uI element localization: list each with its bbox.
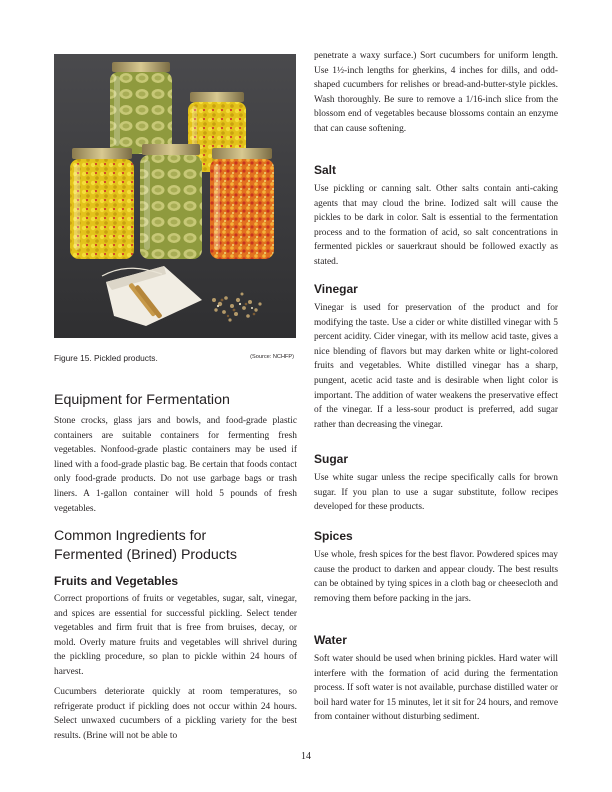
fruits-vegetables-heading: Fruits and Vegetables bbox=[54, 574, 179, 588]
equipment-heading: Equipment for Fermentation bbox=[54, 392, 230, 408]
water-paragraph: Soft water should be used when brining pickles. Hard water will interfere with the formation of acid during the fermentation process. If soft water is not available, purchase distilled water or boil hard water for 15 minutes, let it sit for 24 hours, and remove from container without disturbing sediment. bbox=[314, 654, 558, 723]
sugar-heading: Sugar bbox=[314, 452, 349, 466]
cucumber-continuation-paragraph: penetrate a waxy surface.) Sort cucumbers for uniform length. Use 1½-inch lengths for gherkins, 4 inches for dills, and odd-shaped cucumbers for relishes or bread-and-butter-style pickles. Wash thoroughly. Be sure to remove a 1/16-inch slice from the blossom end of vegetables because blossoms contain an enzyme that can cause softening. bbox=[314, 51, 558, 134]
salt-paragraph: Use pickling or canning salt. Other salts contain anti-caking agents that may cloud the brine. Iodized salt will cause the pickles to be dark in color. Salt is essential to the fermentation process and to the formation of acid, so salt concentrations in fermented pickles or sauerkraut should be followed exactly as stated. bbox=[314, 184, 558, 267]
common-ingredients-heading bbox=[54, 527, 296, 565]
sugar-paragraph: Use white sugar unless the recipe specifically calls for brown sugar. If you plan to use a sugar substitute, follow recipes developed for these products. bbox=[314, 473, 558, 513]
spices-heading: Spices bbox=[314, 529, 353, 543]
fruits-vegetables-paragraph-2: Cucumbers deteriorate quickly at room temperatures, so refrigerate product if pickling does not occur within 24 hours. Select unwaxed cucumbers of a pickling variety for the best results. (Brine will not be able to bbox=[54, 687, 297, 741]
page-number: 14 bbox=[301, 751, 311, 762]
figure-caption-text: Figure 15. Pickled products. bbox=[54, 353, 158, 363]
common-ingredients-heading-line2: Fermented (Brined) Products bbox=[54, 547, 237, 563]
common-ingredients-heading-line1: Common Ingredients for bbox=[54, 528, 207, 544]
equipment-paragraph: Stone crocks, glass jars and bowls, and food-grade plastic containers are suitable containers for fermenting fresh vegetables. Nonfood-grade plastic containers may be used if lined with a food-grade plastic bag. Be certain that foods contact only food-grade products. Do not use garbage bags or trash liners. A 1-gallon container will hold 5 pounds of fresh vegetables. bbox=[54, 416, 297, 514]
vinegar-heading: Vinegar bbox=[314, 282, 358, 296]
spices-paragraph: Use whole, fresh spices for the best flavor. Powdered spices may cause the product to darken and appear cloudy. The best results can be obtained by tying spices in a cloth bag or cheesecloth and removing them before packing in the jars. bbox=[314, 550, 558, 604]
pickled-products-photo bbox=[54, 54, 296, 338]
fruits-vegetables-paragraph-1: Correct proportions of fruits or vegetables, sugar, salt, vinegar, and spices are essential for successful pickling. Select tender vegetables and firm fruit that is free from bruises, decay, or mold. Overly mature fruits and vegetables will shrivel during the pickling procedure, so plan to pickle within 24 hours of harvest. bbox=[54, 594, 297, 677]
vinegar-paragraph: Vinegar is used for preservation of the product and for modifying the taste. Use a cider or white distilled vinegar with 5 percent acidity. Cider vinegar, with its mellow acid taste, gives a nice blending of flavors but may darken white or light-colored fruits and vegetables. White distilled vinegar has a sharp, pungent, acetic acid taste and is desirable when light color is important. The addition of water weakens the preservative effect of the vinegar. If a less-sour product is preferred, add sugar rather than decreasing the vinegar. bbox=[314, 303, 558, 430]
figure-caption bbox=[54, 353, 296, 363]
salt-heading: Salt bbox=[314, 163, 337, 177]
figure-source: (Source: NCHFP) bbox=[250, 354, 294, 360]
water-heading: Water bbox=[314, 633, 347, 647]
